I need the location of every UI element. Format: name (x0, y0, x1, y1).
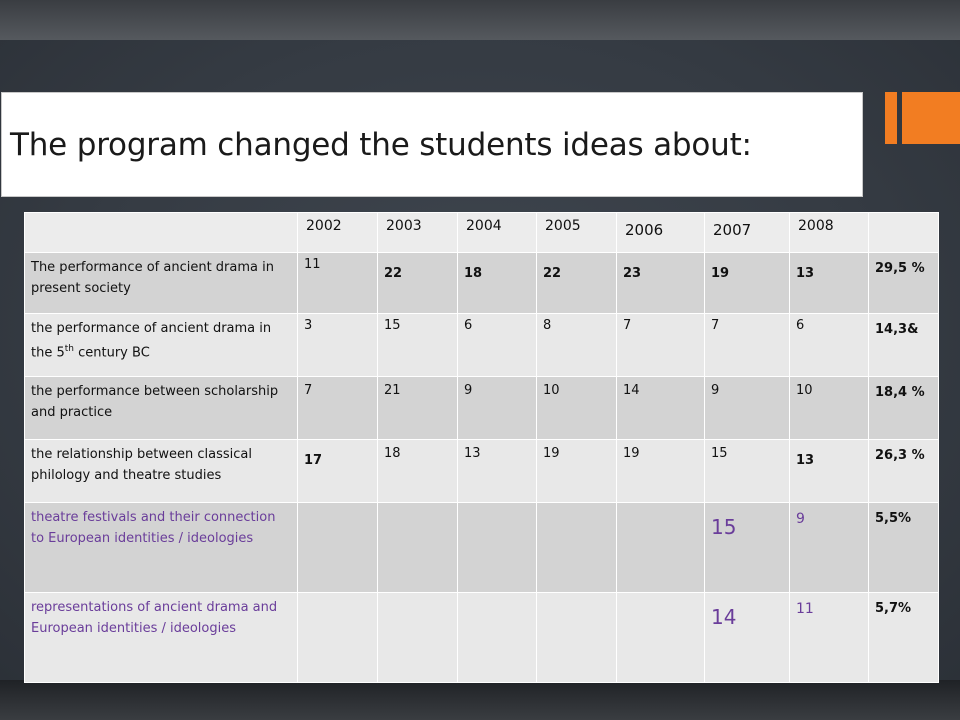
row-label: theatre festivals and their connection to European identities / ideologies (25, 503, 298, 593)
value-cell: 9 (705, 377, 790, 440)
row-label-text: the performance of ancient drama in the 5 (31, 321, 272, 361)
value-cell: 14 (705, 593, 790, 683)
value-cell: 22 (537, 253, 617, 314)
value-cell: 13 (458, 440, 537, 503)
table-row (25, 440, 939, 503)
header-cell-total (869, 213, 939, 253)
header-cell-2004: 2004 (458, 213, 537, 253)
value-cell (298, 503, 378, 593)
value-cell: 7 (705, 314, 790, 377)
value-cell (458, 593, 537, 683)
total-cell: 5,5% (869, 503, 939, 593)
value-cell (537, 503, 617, 593)
value-cell: 10 (790, 377, 869, 440)
header-cell-2006: 2006 (617, 213, 705, 253)
value-cell: 13 (790, 440, 869, 503)
row-label: representations of ancient drama and European identities / ideologies (25, 593, 298, 683)
title-box (1, 92, 863, 197)
value-cell: 11 (790, 593, 869, 683)
value-cell: 13 (790, 253, 869, 314)
accent-bar-narrow (885, 92, 897, 144)
value-cell: 6 (790, 314, 869, 377)
header-cell-2002: 2002 (298, 213, 378, 253)
table-row (25, 377, 939, 440)
value-cell: 3 (298, 314, 378, 377)
table-row (25, 503, 939, 593)
bottom-band (0, 680, 960, 720)
value-cell (617, 503, 705, 593)
value-cell (458, 503, 537, 593)
value-cell: 19 (617, 440, 705, 503)
value-cell: 15 (705, 440, 790, 503)
header-cell-2003: 2003 (378, 213, 458, 253)
total-cell: 5,7% (869, 593, 939, 683)
value-cell: 22 (378, 253, 458, 314)
row-label: the relationship between classical philology and theatre studies (25, 440, 298, 503)
value-cell: 15 (378, 314, 458, 377)
top-band (0, 0, 960, 40)
header-cell-2005: 2005 (537, 213, 617, 253)
header-cell-2007: 2007 (705, 213, 790, 253)
value-cell: 11 (298, 253, 378, 314)
slide-title: The program changed the students ideas about: (10, 127, 752, 163)
value-cell (537, 593, 617, 683)
row-label: the performance between scholarship and practice (25, 377, 298, 440)
value-cell: 8 (537, 314, 617, 377)
total-cell: 26,3 % (869, 440, 939, 503)
total-cell: 18,4 % (869, 377, 939, 440)
row-label: The performance of ancient drama in present society (25, 253, 298, 314)
results-table (24, 212, 939, 683)
value-cell: 10 (537, 377, 617, 440)
header-cell-2008: 2008 (790, 213, 869, 253)
total-cell: 29,5 % (869, 253, 939, 314)
value-cell (617, 593, 705, 683)
value-cell: 19 (537, 440, 617, 503)
value-cell: 6 (458, 314, 537, 377)
value-cell (378, 503, 458, 593)
value-cell: 14 (617, 377, 705, 440)
value-cell: 7 (298, 377, 378, 440)
table-row (25, 593, 939, 683)
row-label-superscript: th (64, 344, 74, 354)
value-cell: 18 (378, 440, 458, 503)
value-cell: 9 (790, 503, 869, 593)
header-cell-blank (25, 213, 298, 253)
value-cell: 23 (617, 253, 705, 314)
accent-bar-wide (902, 92, 960, 144)
value-cell (298, 593, 378, 683)
value-cell: 17 (298, 440, 378, 503)
value-cell (378, 593, 458, 683)
value-cell: 9 (458, 377, 537, 440)
value-cell: 19 (705, 253, 790, 314)
value-cell: 21 (378, 377, 458, 440)
total-cell: 14,3& (869, 314, 939, 377)
row-label-text-end: century BC (73, 345, 150, 361)
table-row (25, 314, 939, 377)
value-cell: 18 (458, 253, 537, 314)
row-label (25, 314, 298, 377)
header-row (25, 213, 939, 253)
value-cell: 15 (705, 503, 790, 593)
table-row (25, 253, 939, 314)
value-cell: 7 (617, 314, 705, 377)
